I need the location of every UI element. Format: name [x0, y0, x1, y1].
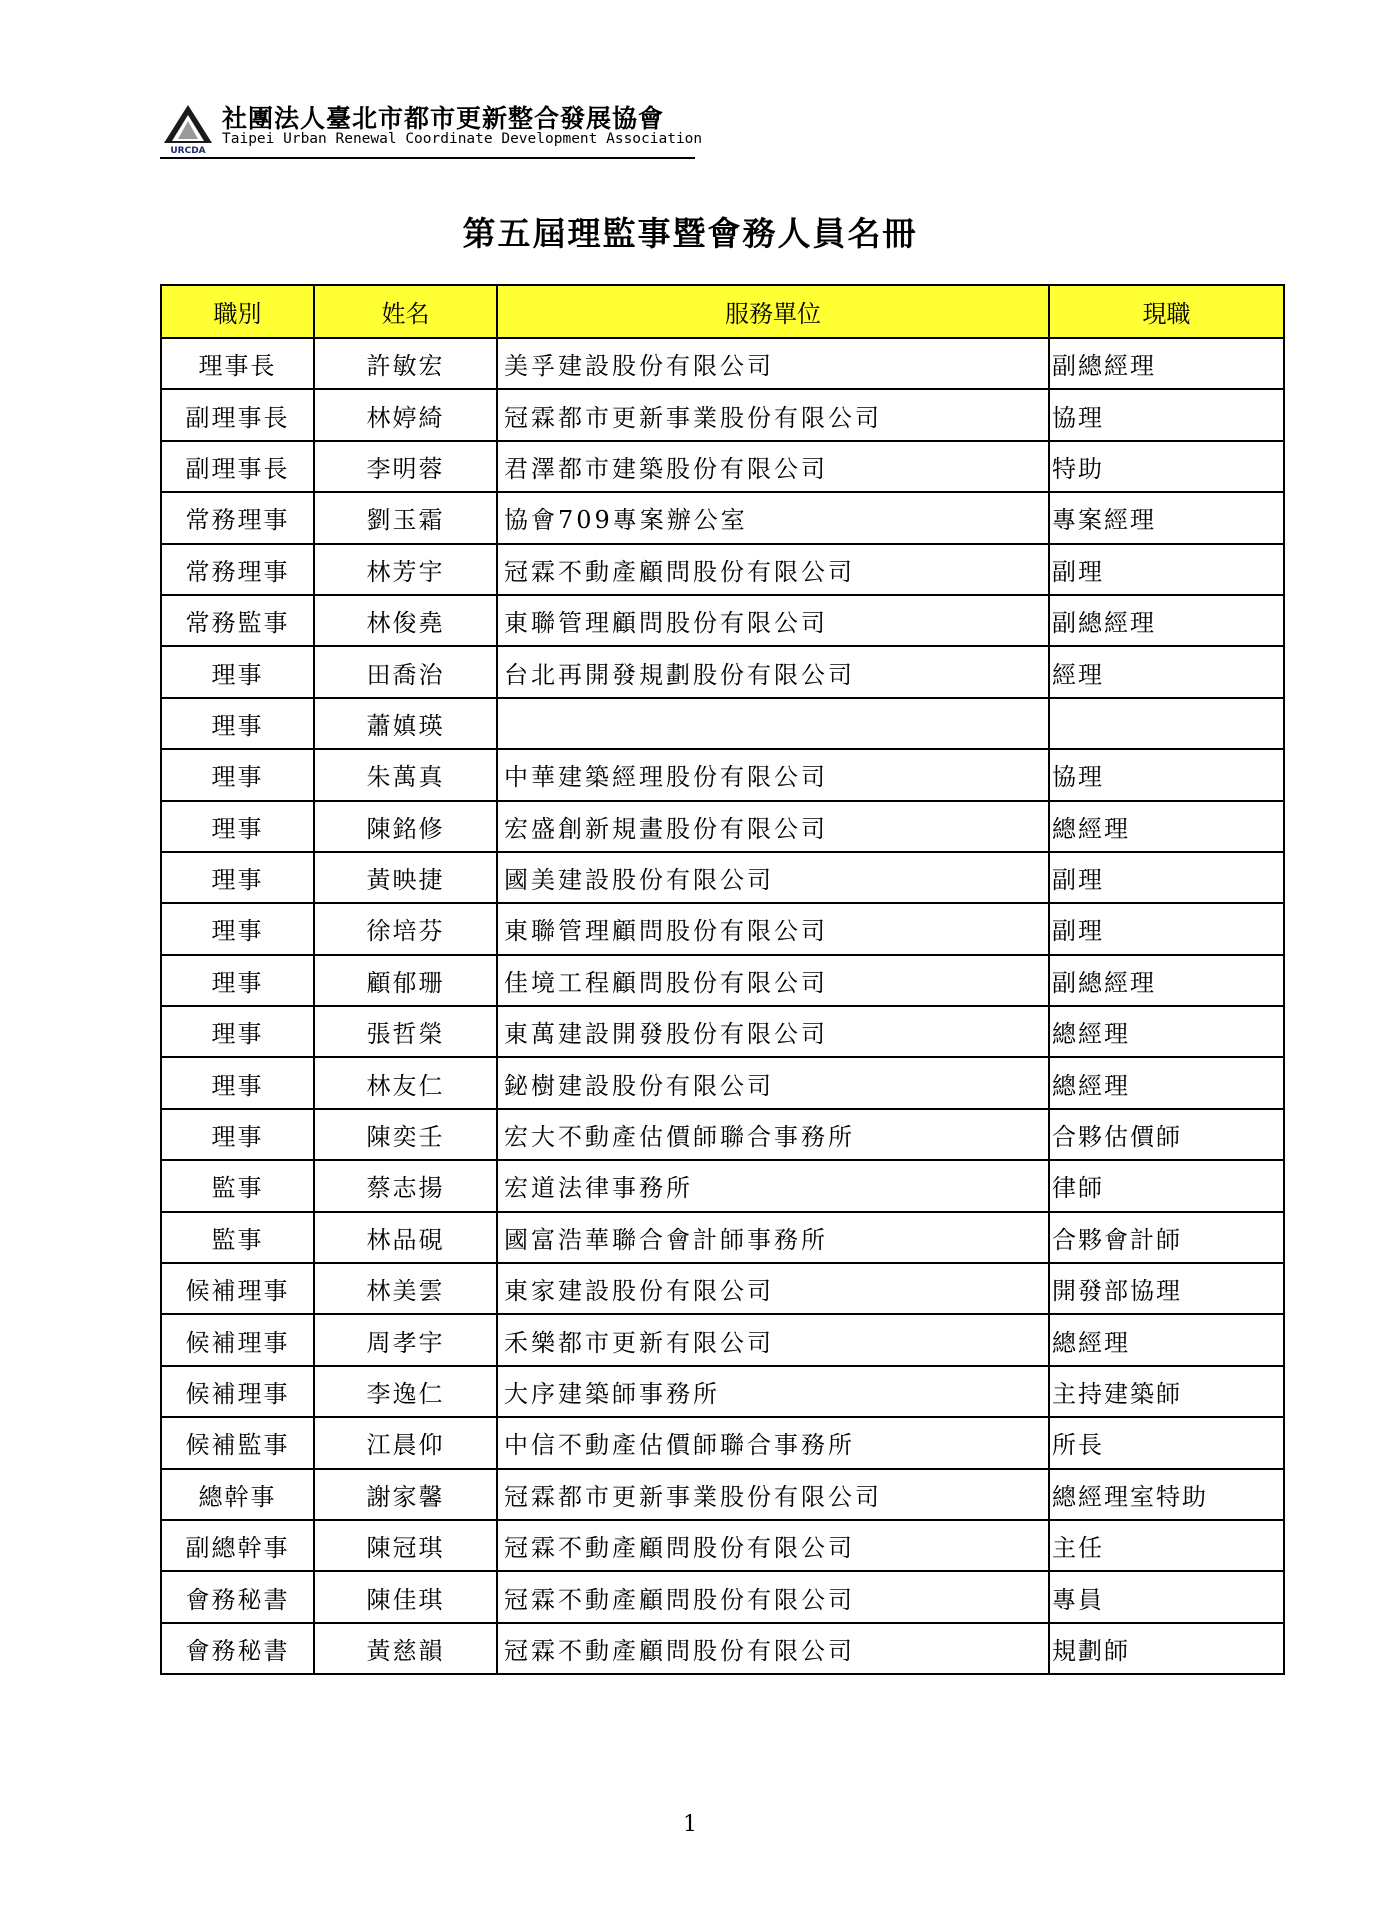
role-cell: 總幹事 — [161, 1469, 314, 1520]
organization-cell: 東家建設股份有限公司 — [497, 1263, 1049, 1314]
position-cell: 律師 — [1049, 1160, 1284, 1211]
org-name-english: Taipei Urban Renewal Coordinate Development Association — [222, 131, 703, 147]
position-cell: 副總經理 — [1049, 955, 1284, 1006]
organization-cell: 冠霖不動產顧問股份有限公司 — [497, 1623, 1049, 1674]
position-cell: 主任 — [1049, 1520, 1284, 1571]
position-cell: 專案經理 — [1049, 492, 1284, 543]
position-cell: 合夥估價師 — [1049, 1109, 1284, 1160]
name-cell: 林婷綺 — [314, 389, 497, 440]
role-cell: 理事長 — [161, 338, 314, 389]
role-cell: 理事 — [161, 1006, 314, 1057]
table-row — [161, 1469, 1284, 1520]
organization-cell: 禾樂都市更新有限公司 — [497, 1314, 1049, 1365]
table-row — [161, 646, 1284, 697]
role-cell: 常務理事 — [161, 544, 314, 595]
organization-cell: 宏盛創新規畫股份有限公司 — [497, 801, 1049, 852]
table-row — [161, 749, 1284, 800]
table-row — [161, 1571, 1284, 1622]
column-header-role: 職別 — [161, 285, 314, 338]
name-cell: 劉玉霜 — [314, 492, 497, 543]
position-cell: 協理 — [1049, 749, 1284, 800]
name-cell: 朱萬真 — [314, 749, 497, 800]
name-cell: 張哲榮 — [314, 1006, 497, 1057]
table-row — [161, 1520, 1284, 1571]
name-cell: 江晨仰 — [314, 1417, 497, 1468]
role-cell: 會務秘書 — [161, 1571, 314, 1622]
role-cell: 常務理事 — [161, 492, 314, 543]
name-cell: 黃映捷 — [314, 852, 497, 903]
name-cell: 李逸仁 — [314, 1366, 497, 1417]
name-cell: 陳銘修 — [314, 801, 497, 852]
role-cell: 副理事長 — [161, 389, 314, 440]
table-row — [161, 544, 1284, 595]
column-header-position: 現職 — [1049, 285, 1284, 338]
position-cell: 所長 — [1049, 1417, 1284, 1468]
organization-cell: 大序建築師事務所 — [497, 1366, 1049, 1417]
name-cell: 謝家馨 — [314, 1469, 497, 1520]
document-title: 第五屆理監事暨會務人員名冊 — [462, 214, 918, 253]
organization-cell: 國美建設股份有限公司 — [497, 852, 1049, 903]
association-logo — [160, 103, 216, 155]
header-divider — [160, 157, 695, 159]
name-cell: 陳冠琪 — [314, 1520, 497, 1571]
position-cell: 副理 — [1049, 852, 1284, 903]
position-cell: 副理 — [1049, 544, 1284, 595]
role-cell: 副理事長 — [161, 441, 314, 492]
role-cell: 理事 — [161, 955, 314, 1006]
table-row — [161, 1314, 1284, 1365]
role-cell: 理事 — [161, 749, 314, 800]
position-cell: 總經理 — [1049, 801, 1284, 852]
name-cell: 徐培芬 — [314, 903, 497, 954]
position-cell: 副總經理 — [1049, 338, 1284, 389]
table-row — [161, 1366, 1284, 1417]
position-cell: 特助 — [1049, 441, 1284, 492]
org-name-chinese: 社團法人臺北市都市更新整合發展協會 — [222, 104, 665, 133]
organization-cell: 冠霖不動產顧問股份有限公司 — [497, 1520, 1049, 1571]
table-row — [161, 1160, 1284, 1211]
position-cell: 經理 — [1049, 646, 1284, 697]
name-cell: 顧郁珊 — [314, 955, 497, 1006]
name-cell: 陳奕壬 — [314, 1109, 497, 1160]
role-cell: 理事 — [161, 903, 314, 954]
table-row — [161, 338, 1284, 389]
name-cell: 田喬治 — [314, 646, 497, 697]
position-cell: 總經理 — [1049, 1006, 1284, 1057]
name-cell: 林芳宇 — [314, 544, 497, 595]
name-cell: 李明蓉 — [314, 441, 497, 492]
role-cell: 候補理事 — [161, 1263, 314, 1314]
organization-cell: 東聯管理顧問股份有限公司 — [497, 903, 1049, 954]
name-cell: 陳佳琪 — [314, 1571, 497, 1622]
organization-cell: 協會709專案辦公室 — [497, 492, 1049, 543]
organization-cell: 東聯管理顧問股份有限公司 — [497, 595, 1049, 646]
position-cell: 專員 — [1049, 1571, 1284, 1622]
role-cell: 副總幹事 — [161, 1520, 314, 1571]
role-cell: 監事 — [161, 1160, 314, 1211]
organization-cell: 君澤都市建築股份有限公司 — [497, 441, 1049, 492]
column-header-organization: 服務單位 — [497, 285, 1049, 338]
role-cell: 候補監事 — [161, 1417, 314, 1468]
organization-cell: 台北再開發規劃股份有限公司 — [497, 646, 1049, 697]
table-row — [161, 903, 1284, 954]
organization-cell: 宏道法律事務所 — [497, 1160, 1049, 1211]
table-row — [161, 1417, 1284, 1468]
organization-cell: 冠霖不動產顧問股份有限公司 — [497, 544, 1049, 595]
role-cell: 理事 — [161, 646, 314, 697]
position-cell: 總經理 — [1049, 1314, 1284, 1365]
organization-cell: 鉍樹建設股份有限公司 — [497, 1057, 1049, 1108]
letterhead — [160, 95, 703, 155]
table-row — [161, 955, 1284, 1006]
table-row — [161, 1109, 1284, 1160]
name-cell: 蕭嫃瑛 — [314, 698, 497, 749]
table-row — [161, 441, 1284, 492]
table-row — [161, 1006, 1284, 1057]
role-cell: 理事 — [161, 1109, 314, 1160]
position-cell: 協理 — [1049, 389, 1284, 440]
organization-cell: 佳境工程顧問股份有限公司 — [497, 955, 1049, 1006]
organization-cell: 中信不動產估價師聯合事務所 — [497, 1417, 1049, 1468]
name-cell: 黃慈韻 — [314, 1623, 497, 1674]
roster-table — [160, 284, 1285, 1675]
table-header-row — [161, 285, 1284, 338]
position-cell: 主持建築師 — [1049, 1366, 1284, 1417]
position-cell — [1049, 698, 1284, 749]
name-cell: 周孝宇 — [314, 1314, 497, 1365]
page-number: 1 — [683, 1812, 697, 1837]
position-cell: 開發部協理 — [1049, 1263, 1284, 1314]
organization-cell: 東萬建設開發股份有限公司 — [497, 1006, 1049, 1057]
name-cell: 許敏宏 — [314, 338, 497, 389]
organization-cell: 國富浩華聯合會計師事務所 — [497, 1212, 1049, 1263]
position-cell: 副理 — [1049, 903, 1284, 954]
name-cell: 林美雲 — [314, 1263, 497, 1314]
position-cell: 合夥會計師 — [1049, 1212, 1284, 1263]
organization-cell: 冠霖都市更新事業股份有限公司 — [497, 389, 1049, 440]
table-row — [161, 852, 1284, 903]
logo-text: URCDA — [170, 146, 206, 155]
role-cell: 常務監事 — [161, 595, 314, 646]
table-row — [161, 389, 1284, 440]
position-cell: 總經理室特助 — [1049, 1469, 1284, 1520]
role-cell: 理事 — [161, 1057, 314, 1108]
column-header-name: 姓名 — [314, 285, 497, 338]
organization-cell: 中華建築經理股份有限公司 — [497, 749, 1049, 800]
table-row — [161, 492, 1284, 543]
role-cell: 理事 — [161, 698, 314, 749]
position-cell: 副總經理 — [1049, 595, 1284, 646]
role-cell: 理事 — [161, 852, 314, 903]
name-cell: 林俊堯 — [314, 595, 497, 646]
role-cell: 監事 — [161, 1212, 314, 1263]
table-row — [161, 1263, 1284, 1314]
role-cell: 理事 — [161, 801, 314, 852]
organization-cell: 冠霖都市更新事業股份有限公司 — [497, 1469, 1049, 1520]
table-row — [161, 1212, 1284, 1263]
organization-cell: 美孚建設股份有限公司 — [497, 338, 1049, 389]
name-cell: 林品硯 — [314, 1212, 497, 1263]
table-row — [161, 801, 1284, 852]
organization-cell — [497, 698, 1049, 749]
role-cell: 候補理事 — [161, 1314, 314, 1365]
role-cell: 會務秘書 — [161, 1623, 314, 1674]
table-row — [161, 698, 1284, 749]
table-row — [161, 1057, 1284, 1108]
role-cell: 候補理事 — [161, 1366, 314, 1417]
name-cell: 蔡志揚 — [314, 1160, 497, 1211]
organization-cell: 宏大不動產估價師聯合事務所 — [497, 1109, 1049, 1160]
table-row — [161, 595, 1284, 646]
position-cell: 規劃師 — [1049, 1623, 1284, 1674]
name-cell: 林友仁 — [314, 1057, 497, 1108]
organization-cell: 冠霖不動產顧問股份有限公司 — [497, 1571, 1049, 1622]
table-row — [161, 1623, 1284, 1674]
position-cell: 總經理 — [1049, 1057, 1284, 1108]
